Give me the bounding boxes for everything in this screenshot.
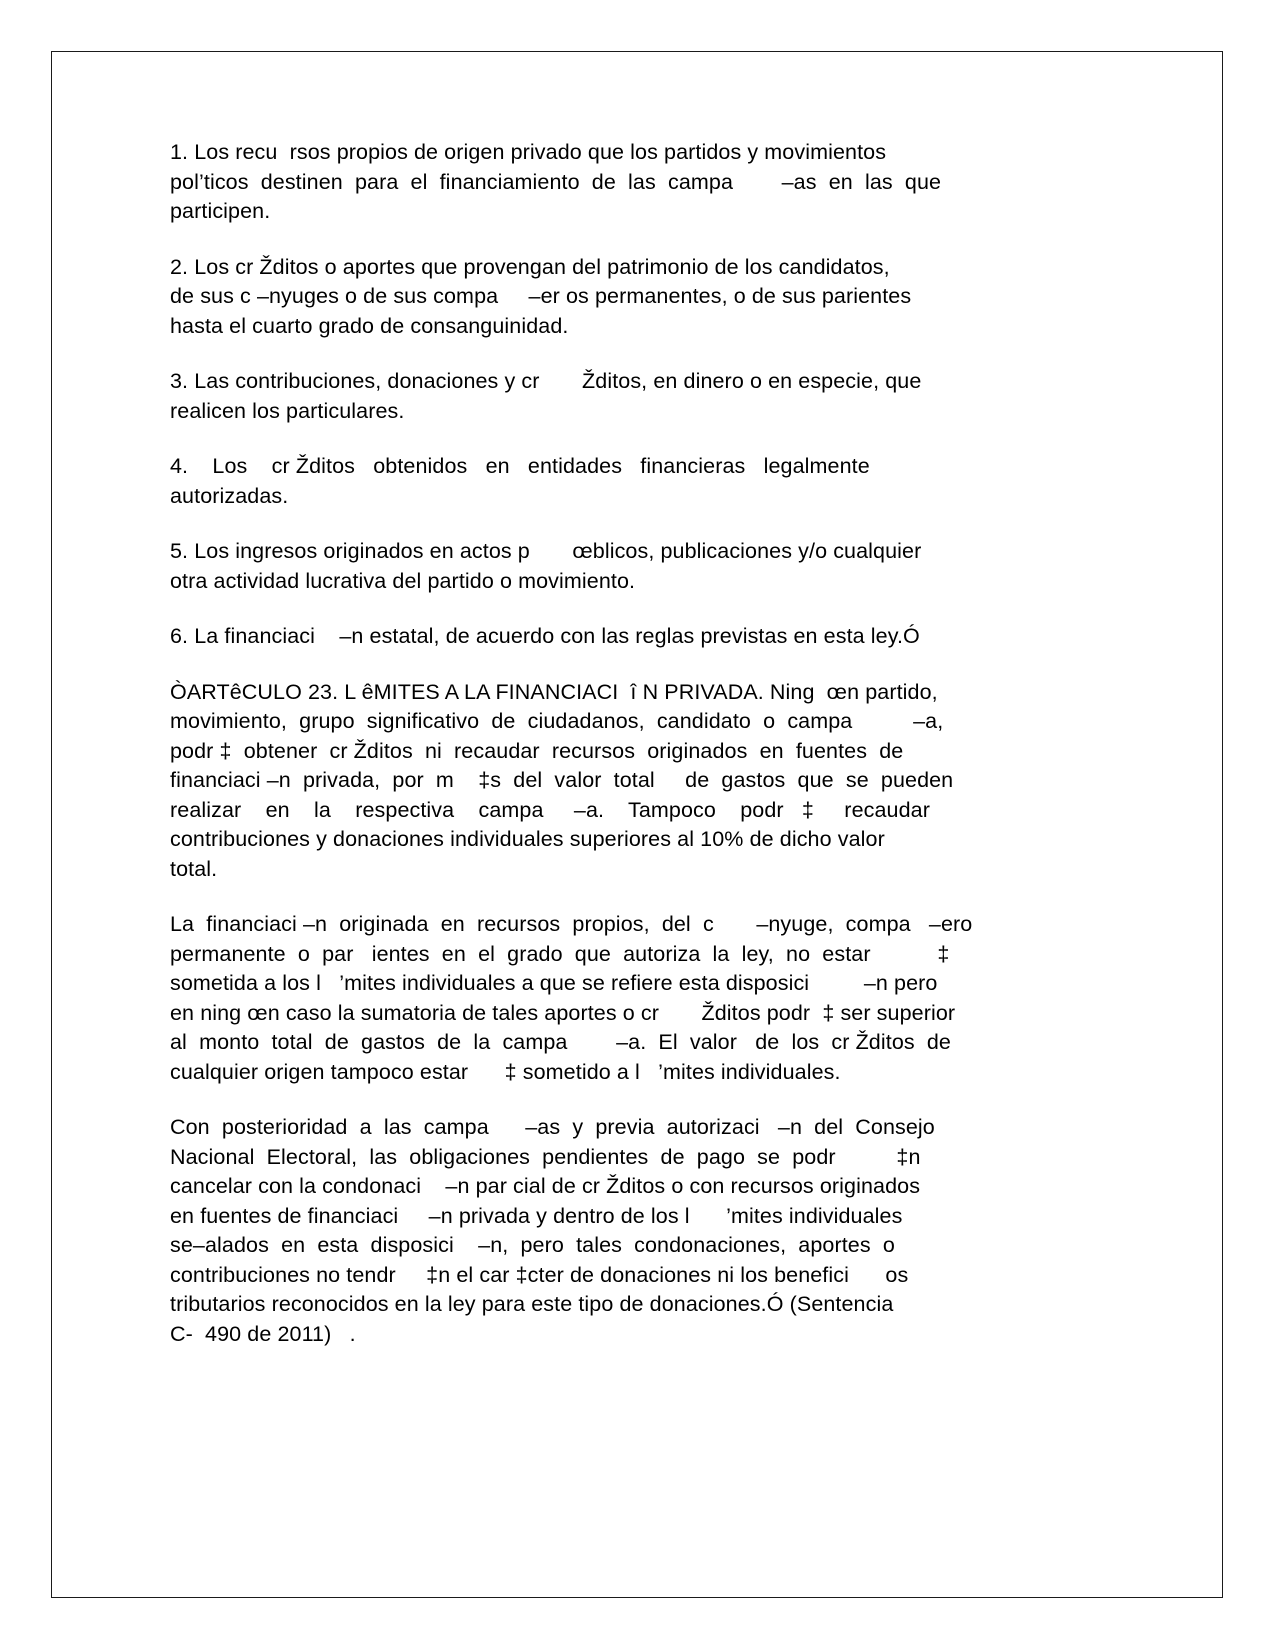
text-line: La financiaci –n originada en recursos propios, del c –nyuge, compa –ero [170, 912, 973, 936]
text-line: autorizadas. [170, 483, 289, 508]
text-line: 4. Los cr Žditos obtenidos en entidades financieras legalmente [170, 454, 870, 478]
text-line: 2. Los cr Žditos o aportes que provengan del patrimonio de los candidatos, [170, 254, 890, 279]
document-content [170, 138, 1060, 1375]
text-line: realicen los particulares. [170, 398, 405, 423]
paragraph [170, 622, 1060, 652]
text-line: de sus c –nyuges o de sus compa –er os permanentes, o de sus parientes [170, 284, 912, 308]
text-line: C- 490 de 2011) . [170, 1321, 356, 1346]
text-line: participen. [170, 199, 271, 223]
text-line: 5. Los ingresos originados en actos p œblicos, publicaciones y/o cualquier [170, 539, 922, 563]
paragraph [170, 678, 1060, 885]
paragraph [170, 138, 1060, 227]
text-line: contribuciones no tendr ‡n el car ‡cter de donaciones ni los benefici os [170, 1262, 909, 1287]
text-line: movimiento, grupo significativo de ciudadanos, candidato o campa –a, [170, 709, 944, 733]
text-line: tributarios reconocidos en la ley para este tipo de donaciones.Ó (Sentencia [170, 1292, 894, 1316]
text-line: 1. Los recu rsos propios de origen privado que los partidos y movimientos [170, 140, 887, 164]
text-line: cualquier origen tampoco estar ‡ sometido a l ’mites individuales. [170, 1059, 841, 1084]
text-line: permanente o par ientes en el grado que autoriza la ley, no estar ‡ [170, 941, 950, 966]
text-line: podr ‡ obtener cr Žditos ni recaudar recursos originados en fuentes de [170, 738, 904, 763]
text-line: 3. Las contribuciones, donaciones y cr Žditos, en dinero o en especie, que [170, 369, 922, 393]
text-line: total. [170, 856, 218, 881]
text-line: financiaci –n privada, por m ‡s del valor total de gastos que se pueden [170, 768, 954, 792]
text-line: cancelar con la condonaci –n par cial de cr Žditos o con recursos originados [170, 1174, 921, 1198]
text-line: se–alados en esta disposici –n, pero tales condonaciones, aportes o [170, 1233, 895, 1257]
paragraph [170, 452, 1060, 511]
text-line: 6. La financiaci –n estatal, de acuerdo con las reglas previstas en esta ley.Ó [170, 624, 920, 648]
paragraph [170, 910, 1060, 1087]
text-line: Nacional Electoral, las obligaciones pendientes de pago se podr ‡n [170, 1144, 921, 1169]
text-line: pol’ticos destinen para el financiamiento de las campa –as en las que [170, 169, 942, 194]
paragraph [170, 1113, 1060, 1349]
text-line: al monto total de gastos de la campa –a. El valor de los cr Žditos de [170, 1030, 951, 1054]
text-line: hasta el cuarto grado de consanguinidad. [170, 313, 569, 338]
paragraph [170, 253, 1060, 342]
text-line: en fuentes de financiaci –n privada y dentro de los l ’mites individuales [170, 1203, 903, 1228]
text-line: contribuciones y donaciones individuales superiores al 10% de dicho valor [170, 827, 885, 851]
text-line: sometida a los l ’mites individuales a que se refiere esta disposici –n pero [170, 971, 938, 995]
text-line: realizar en la respectiva campa –a. Tampoco podr ‡ recaudar [170, 797, 930, 822]
text-line: Con posterioridad a las campa –as y previa autorizaci –n del Consejo [170, 1115, 935, 1139]
text-line: otra actividad lucrativa del partido o movimiento. [170, 568, 636, 593]
paragraph [170, 537, 1060, 596]
text-line: en ning œn caso la sumatoria de tales aportes o cr Žditos podr ‡ ser superior [170, 1000, 956, 1025]
text-line: ÒARTêCULO 23. L êMITES A LA FINANCIACI î N PRIVADA. Ning œn partido, [170, 679, 938, 704]
paragraph [170, 367, 1060, 426]
